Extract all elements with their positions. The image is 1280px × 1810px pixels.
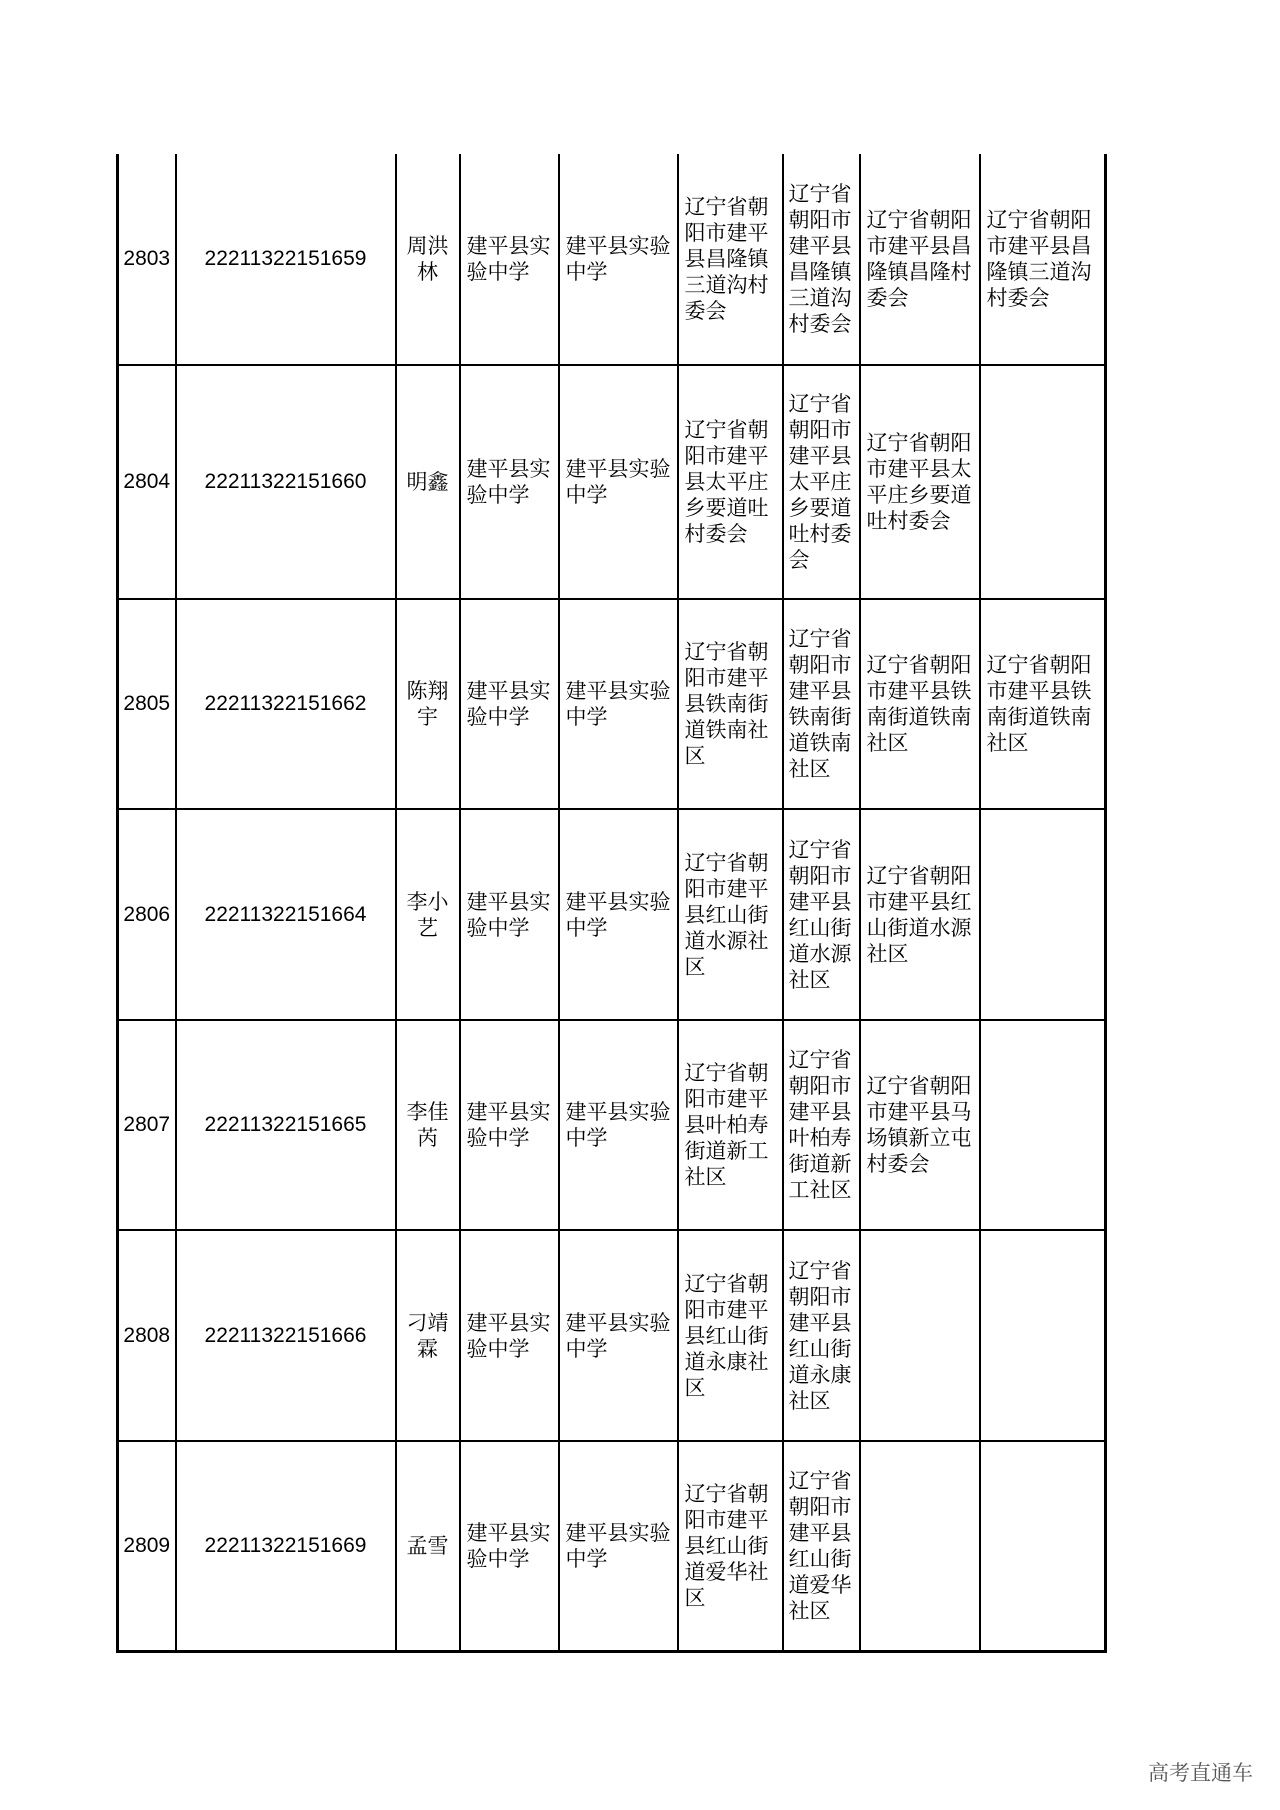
- address-3: 辽宁省朝阳市建平县马场镇新立屯村委会: [866, 1074, 972, 1176]
- school-1-cell: [460, 809, 559, 1020]
- address-1-cell: [678, 1020, 783, 1230]
- address-2: 辽宁省朝阳市建平县红山街道爱华社区: [788, 1468, 852, 1623]
- school-2-cell: [559, 1230, 678, 1441]
- candidate-id: 22211322151662: [176, 599, 396, 809]
- address-4-cell: [980, 154, 1106, 365]
- serial-number: 2803: [118, 154, 176, 365]
- school-1-cell: [460, 1230, 559, 1441]
- candidate-name: 刁靖霖: [406, 1310, 449, 1361]
- school-2: 建平县实验中学: [565, 889, 671, 940]
- school-2-cell: [559, 154, 678, 365]
- table-row: [118, 365, 1106, 599]
- address-1: 辽宁省朝阳市建平县太平庄乡要道吐村委会: [684, 418, 769, 546]
- candidate-id: 22211322151666: [176, 1230, 396, 1441]
- address-2-cell: [783, 599, 860, 809]
- address-4-cell: [980, 809, 1106, 1020]
- candidate-name: 陈翔宇: [406, 679, 449, 729]
- school-1: 建平县实验中学: [466, 457, 551, 507]
- candidate-name-cell: [396, 154, 460, 365]
- address-4-cell: [980, 1441, 1106, 1651]
- address-4-cell: [980, 599, 1106, 809]
- school-1-cell: [460, 154, 559, 365]
- school-2-cell: [559, 599, 678, 809]
- candidate-name: 孟雪: [406, 1533, 449, 1558]
- address-2-cell: [783, 1230, 860, 1441]
- address-1-cell: [678, 599, 783, 809]
- serial-number: 2809: [118, 1441, 176, 1651]
- address-2-cell: [783, 1020, 860, 1230]
- school-2: 建平县实验中学: [565, 679, 671, 729]
- address-2-cell: [783, 365, 860, 599]
- address-4-cell: [980, 1230, 1106, 1441]
- school-1-cell: [460, 1441, 559, 1651]
- school-2: 建平县实验中学: [565, 1310, 671, 1361]
- school-1: 建平县实验中学: [466, 889, 551, 940]
- school-1-cell: [460, 1020, 559, 1230]
- candidate-id: 22211322151659: [176, 154, 396, 365]
- candidate-name-cell: [396, 809, 460, 1020]
- school-2-cell: [559, 809, 678, 1020]
- address-3: 辽宁省朝阳市建平县太平庄乡要道吐村委会: [866, 431, 972, 533]
- address-1-cell: [678, 1441, 783, 1651]
- table-row: [118, 1020, 1106, 1230]
- address-3: 辽宁省朝阳市建平县铁南街道铁南社区: [866, 653, 972, 755]
- candidate-name-cell: [396, 599, 460, 809]
- serial-number: 2805: [118, 599, 176, 809]
- address-4-cell: [980, 365, 1106, 599]
- address-3-cell: [860, 809, 980, 1020]
- address-2-cell: [783, 1441, 860, 1651]
- school-1: 建平县实验中学: [466, 679, 551, 729]
- candidate-name-cell: [396, 1230, 460, 1441]
- serial-number: 2804: [118, 365, 176, 599]
- watermark-text: 高考直通车: [1148, 1761, 1253, 1785]
- address-1: 辽宁省朝阳市建平县昌隆镇三道沟村委会: [684, 195, 769, 323]
- table-row: [118, 1230, 1106, 1441]
- address-3-cell: [860, 1441, 980, 1651]
- school-1-cell: [460, 365, 559, 599]
- address-1: 辽宁省朝阳市建平县叶柏寿街道新工社区: [684, 1061, 769, 1189]
- address-2: 辽宁省朝阳市建平县昌隆镇三道沟村委会: [788, 182, 852, 336]
- table-row: [118, 599, 1106, 809]
- address-3: 辽宁省朝阳市建平县昌隆镇昌隆村委会: [866, 208, 972, 310]
- candidate-name-cell: [396, 365, 460, 599]
- candidate-name: 李小艺: [406, 889, 449, 940]
- school-2-cell: [559, 1441, 678, 1651]
- serial-number: 2806: [118, 809, 176, 1020]
- address-4: 辽宁省朝阳市建平县昌隆镇三道沟村委会: [986, 208, 1092, 310]
- address-4: 辽宁省朝阳市建平县铁南街道铁南社区: [986, 653, 1092, 755]
- address-1: 辽宁省朝阳市建平县红山街道水源社区: [684, 850, 769, 979]
- address-2-cell: [783, 809, 860, 1020]
- address-3-cell: [860, 1230, 980, 1441]
- address-3-cell: [860, 599, 980, 809]
- address-2-cell: [783, 154, 860, 365]
- school-1: 建平县实验中学: [466, 1520, 551, 1571]
- school-2: 建平县实验中学: [565, 234, 671, 284]
- address-3-cell: [860, 154, 980, 365]
- roster-table: [116, 154, 1107, 1653]
- school-2-cell: [559, 1020, 678, 1230]
- candidate-name-cell: [396, 1441, 460, 1651]
- address-1: 辽宁省朝阳市建平县铁南街道铁南社区: [684, 640, 769, 768]
- address-1-cell: [678, 154, 783, 365]
- serial-number: 2808: [118, 1230, 176, 1441]
- school-1: 建平县实验中学: [466, 234, 551, 284]
- address-3-cell: [860, 365, 980, 599]
- address-2: 辽宁省朝阳市建平县红山街道永康社区: [788, 1258, 852, 1413]
- school-1: 建平县实验中学: [466, 1310, 551, 1361]
- school-1-cell: [460, 599, 559, 809]
- address-1-cell: [678, 1230, 783, 1441]
- address-1: 辽宁省朝阳市建平县红山街道永康社区: [684, 1271, 769, 1400]
- address-1-cell: [678, 365, 783, 599]
- candidate-name-cell: [396, 1020, 460, 1230]
- address-3: 辽宁省朝阳市建平县红山街道水源社区: [866, 863, 972, 966]
- school-2-cell: [559, 365, 678, 599]
- serial-number: 2807: [118, 1020, 176, 1230]
- address-2: 辽宁省朝阳市建平县铁南街道铁南社区: [788, 627, 852, 781]
- school-2: 建平县实验中学: [565, 1100, 671, 1150]
- school-1: 建平县实验中学: [466, 1100, 551, 1150]
- candidate-name: 明鑫: [406, 470, 449, 494]
- school-2: 建平县实验中学: [565, 457, 671, 507]
- candidate-name: 李佳芮: [406, 1100, 449, 1150]
- candidate-name: 周洪林: [406, 234, 449, 284]
- address-1-cell: [678, 809, 783, 1020]
- candidate-id: 22211322151664: [176, 809, 396, 1020]
- address-2: 辽宁省朝阳市建平县太平庄乡要道吐村委会: [788, 392, 852, 572]
- address-2: 辽宁省朝阳市建平县红山街道水源社区: [788, 837, 852, 992]
- table-row: [118, 809, 1106, 1020]
- address-1: 辽宁省朝阳市建平县红山街道爱华社区: [684, 1481, 769, 1610]
- candidate-id: 22211322151669: [176, 1441, 396, 1651]
- table-row: [118, 154, 1106, 365]
- table-row: [118, 1441, 1106, 1651]
- candidate-id: 22211322151665: [176, 1020, 396, 1230]
- candidate-id: 22211322151660: [176, 365, 396, 599]
- address-4-cell: [980, 1020, 1106, 1230]
- address-3-cell: [860, 1020, 980, 1230]
- school-2: 建平县实验中学: [565, 1520, 671, 1571]
- address-2: 辽宁省朝阳市建平县叶柏寿街道新工社区: [788, 1048, 852, 1202]
